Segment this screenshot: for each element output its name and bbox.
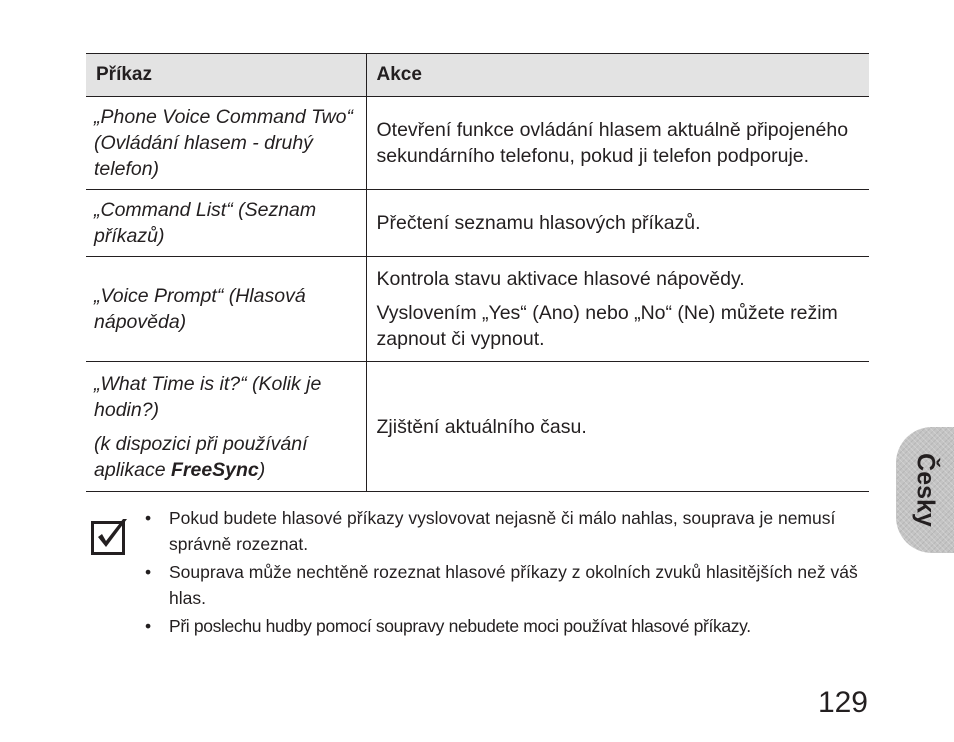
action-cell: Zjištění aktuálního času. (366, 362, 869, 492)
notes-list (145, 505, 865, 641)
column-header-command: Příkaz (86, 54, 366, 97)
note-item: • Při poslechu hudby pomocí soupravy nebudete moci používat hlasové příkazy. (145, 613, 865, 639)
command-cell: „Phone Voice Command Two“ (Ovládání hlasem - druhý telefon) (86, 97, 366, 190)
table-row (86, 190, 869, 257)
column-header-action: Akce (366, 54, 869, 97)
table-row (86, 362, 869, 492)
command-paragraph (94, 431, 356, 483)
action-cell: Otevření funkce ovládání hlasem aktuálně připojeného sekundárního telefonu, pokud ji telefon podporuje. (366, 97, 869, 190)
page-number: 129 (817, 686, 868, 719)
command-paragraph: „What Time is it?“ (Kolik je hodin?) (94, 372, 322, 421)
action-cell (366, 257, 869, 362)
command-cell (86, 362, 366, 492)
action-paragraph: Vyslovením „Yes“ (Ano) nebo „No“ (Ne) můžete režim zapnout či vypnout. (376, 302, 838, 350)
action-paragraph: Kontrola stavu aktivace hlasové nápovědy. (376, 268, 745, 290)
voice-command-table (86, 53, 869, 492)
table-row (86, 97, 869, 190)
table-row (86, 257, 869, 362)
note-item: • Souprava může nechtěně rozeznat hlasové příkazy z okolních zvuků hlasitějších než váš hlas. (145, 559, 865, 611)
command-cell: „Command List“ (Seznam příkazů) (86, 190, 366, 257)
app-name: FreeSync (170, 458, 259, 481)
action-cell: Přečtení seznamu hlasových příkazů. (366, 190, 869, 257)
command-text: ) (258, 458, 266, 481)
checkbox-check-icon (90, 517, 130, 557)
command-text: (k dispozici při používání aplikace (94, 432, 308, 481)
note-item: • Pokud budete hlasové příkazy vyslovovat nejasně či málo nahlas, souprava je nemusí správně rozeznat. (145, 505, 865, 557)
table-header-row (86, 54, 869, 97)
command-cell: „Voice Prompt“ (Hlasová nápověda) (86, 257, 366, 362)
language-tab-label: Česky (911, 453, 940, 527)
